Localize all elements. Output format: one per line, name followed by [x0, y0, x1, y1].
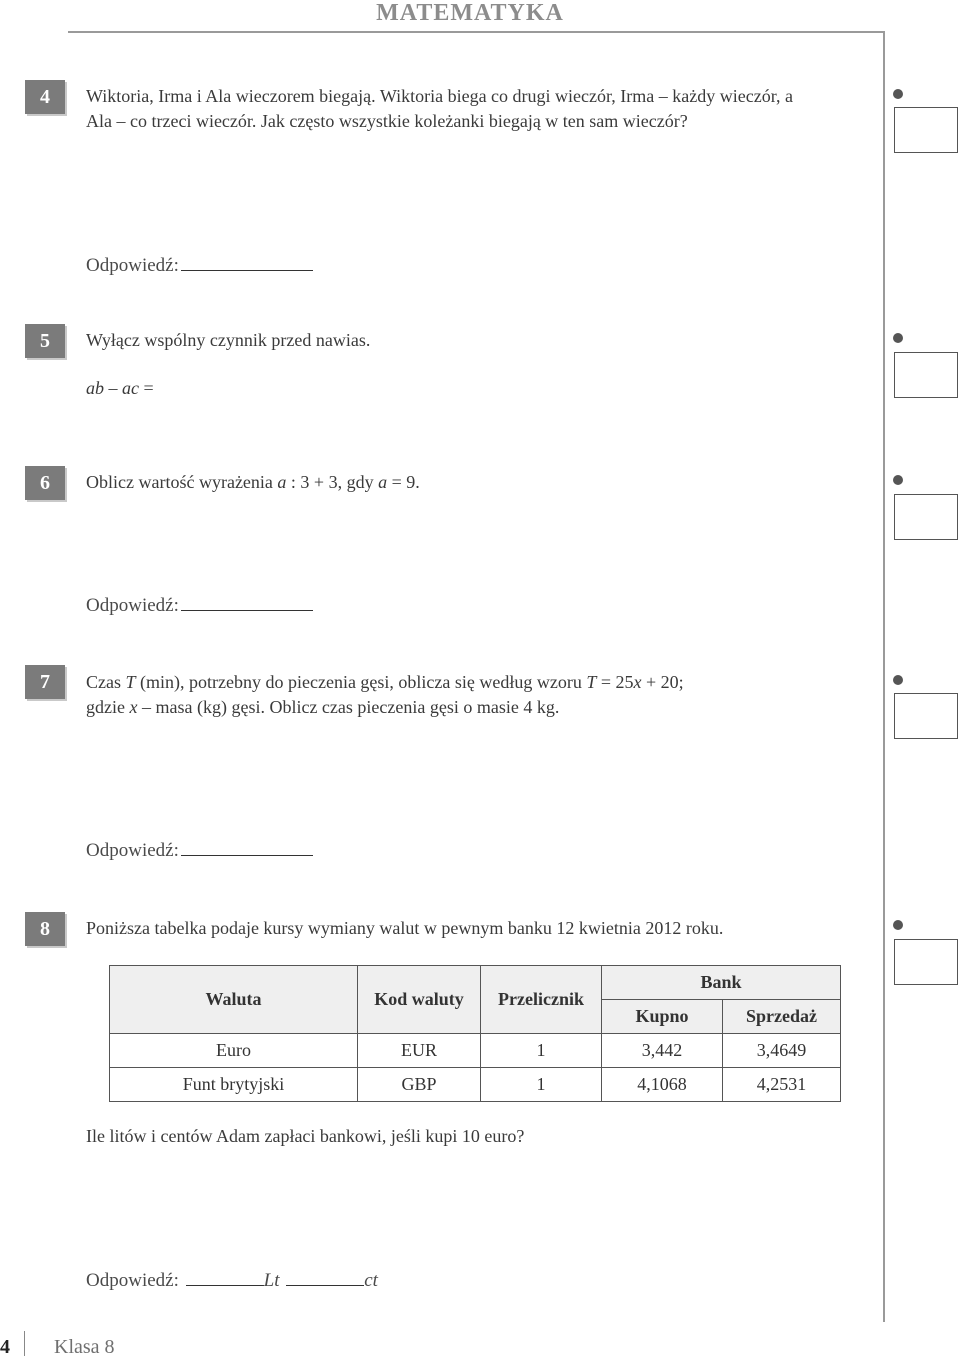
table-row	[110, 1034, 841, 1068]
q7-l1-T2: T	[586, 672, 597, 692]
answer-label: Odpowiedź:	[86, 595, 179, 616]
score-box-6[interactable]	[894, 494, 958, 540]
question-number-4: 4	[25, 80, 65, 114]
score-dot	[893, 675, 903, 685]
table-cell: Funt brytyjski	[110, 1068, 358, 1102]
footer-separator	[24, 1331, 25, 1356]
q6-var-a2: a	[378, 472, 388, 492]
answer-line[interactable]	[181, 252, 313, 271]
q7-l2-b: – masa (kg) gęsi. Oblicz czas pieczenia gęsi o masie 4 kg.	[137, 697, 560, 717]
table-cell: 3,4649	[723, 1034, 841, 1068]
expr-equals: =	[139, 378, 154, 398]
q6-text-b: : 3 + 3, gdy	[286, 472, 379, 492]
page-header-title: MATEMATYKA	[376, 0, 564, 26]
score-box-5[interactable]	[894, 352, 958, 398]
expr-term-ac: ac	[122, 378, 139, 398]
score-dot	[893, 475, 903, 485]
expr-term-ab: ab	[86, 378, 104, 398]
table-header-converter: Przelicznik	[481, 966, 602, 1034]
table-header-sell: Sprzedaż	[723, 1000, 841, 1034]
exchange-rate-table	[109, 965, 841, 1102]
table-header-bank: Bank	[602, 966, 841, 1000]
answer-label: Odpowiedź:	[86, 1270, 179, 1291]
table-header-buy: Kupno	[602, 1000, 723, 1034]
expr-minus: –	[104, 378, 122, 398]
question-5-expression	[86, 376, 154, 401]
question-5-text: Wyłącz wspólny czynnik przed nawias.	[86, 330, 371, 350]
q7-l1-b: (min), potrzebny do pieczenia gęsi, oblicza się według wzoru	[135, 672, 587, 692]
score-box-4[interactable]	[894, 107, 958, 153]
table-header-code: Kod waluty	[358, 966, 481, 1034]
page-number: 4	[0, 1336, 10, 1358]
unit-lt: Lt	[263, 1270, 280, 1291]
footer-class-label: Klasa 8	[54, 1336, 115, 1358]
question-number-6: 6	[25, 466, 65, 500]
table-cell: GBP	[358, 1068, 481, 1102]
question-4-answer	[86, 252, 313, 277]
q6-text-a: Oblicz wartość wyrażenia	[86, 472, 278, 492]
table-cell: 4,2531	[723, 1068, 841, 1102]
answer-label: Odpowiedź:	[86, 255, 179, 276]
score-box-8[interactable]	[894, 939, 958, 985]
unit-ct: ct	[364, 1270, 378, 1291]
question-number-8: 8	[25, 912, 65, 946]
q7-l1-d: + 20;	[641, 672, 684, 692]
question-7-text-line1	[86, 670, 684, 695]
frame-top-border	[68, 31, 884, 33]
q6-var-a: a	[277, 472, 287, 492]
table-header-currency: Waluta	[110, 966, 358, 1034]
question-number-7: 7	[25, 665, 65, 699]
table-cell: 1	[481, 1068, 602, 1102]
table-cell: 3,442	[602, 1034, 723, 1068]
table-cell: 1	[481, 1034, 602, 1068]
answer-line-cents[interactable]	[286, 1267, 364, 1286]
question-7-text-line2	[86, 695, 559, 720]
answer-line[interactable]	[181, 837, 313, 856]
q7-l2-a: gdzie	[86, 697, 130, 717]
question-number-5: 5	[25, 324, 65, 358]
answer-line-litas[interactable]	[186, 1267, 264, 1286]
q6-text-c: = 9.	[387, 472, 420, 492]
question-7-answer	[86, 837, 313, 862]
q7-l2-x: x	[129, 697, 138, 717]
question-8-text: Poniższa tabelka podaje kursy wymiany walut w pewnym banku 12 kwietnia 2012 roku.	[86, 918, 724, 938]
question-4-text-line1: Wiktoria, Irma i Ala wieczorem biegają. Wiktoria biega co drugi wieczór, Irma – każdy wieczór, a	[86, 86, 793, 106]
answer-label: Odpowiedź:	[86, 840, 179, 861]
question-6-answer	[86, 592, 313, 617]
question-8-answer	[86, 1267, 378, 1292]
score-dot	[893, 333, 903, 343]
q7-l1-c: = 25	[596, 672, 634, 692]
score-box-7[interactable]	[894, 693, 958, 739]
q7-l1-a: Czas	[86, 672, 126, 692]
frame-right-border	[883, 31, 885, 1322]
q7-l1-T: T	[125, 672, 136, 692]
score-dot	[893, 89, 903, 99]
question-8-question: Ile litów i centów Adam zapłaci bankowi, jeśli kupi 10 euro?	[86, 1126, 525, 1146]
table-row	[110, 1068, 841, 1102]
answer-line[interactable]	[181, 592, 313, 611]
table-cell: 4,1068	[602, 1068, 723, 1102]
score-dot	[893, 920, 903, 930]
question-6-text	[86, 470, 420, 495]
question-4-text-line2: Ala – co trzeci wieczór. Jak często wszystkie koleżanki biegają w ten sam wieczór?	[86, 111, 688, 131]
table-cell: Euro	[110, 1034, 358, 1068]
q7-l1-x: x	[633, 672, 642, 692]
table-cell: EUR	[358, 1034, 481, 1068]
